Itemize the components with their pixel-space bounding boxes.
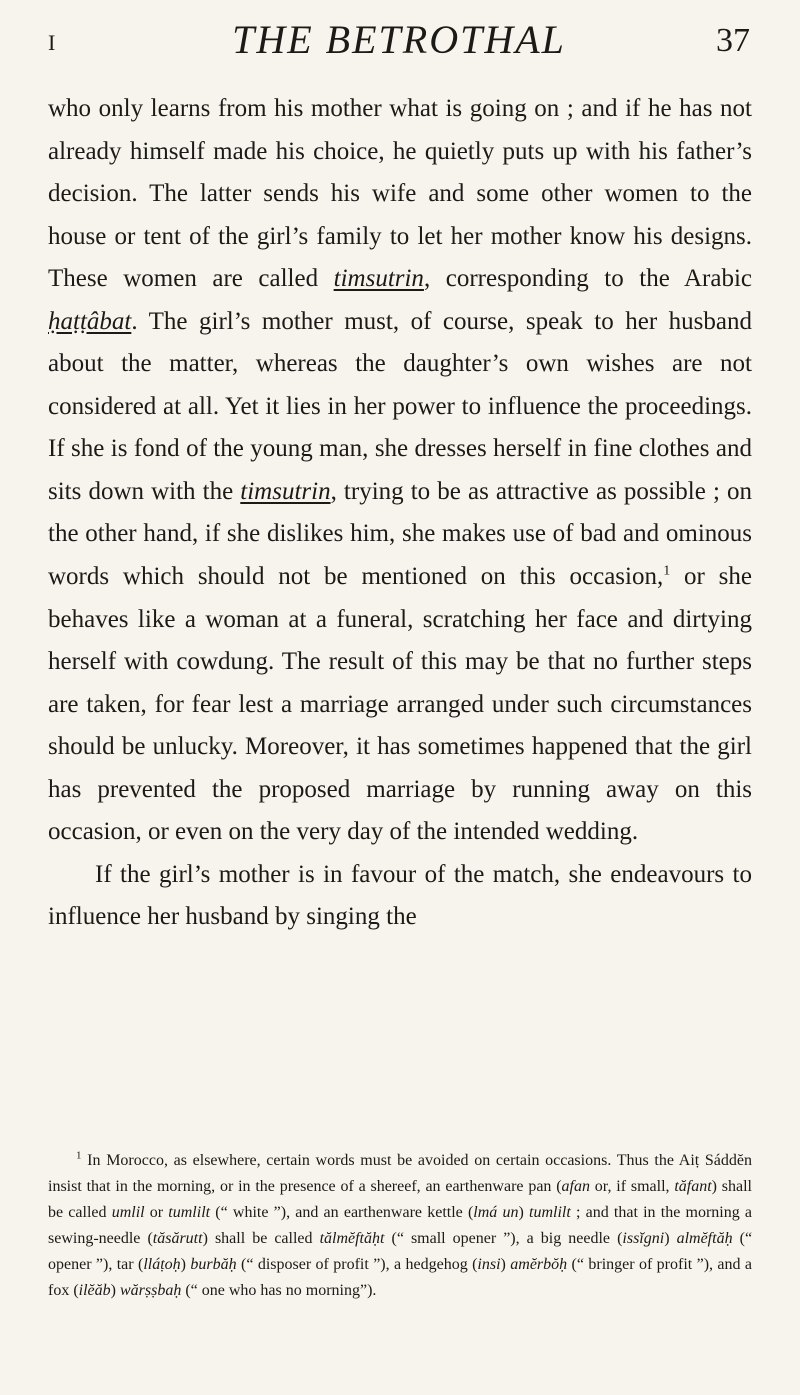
berber-word: almĕftăḥ [676,1230,733,1247]
berber-word: umlil [111,1204,145,1221]
text-run: In Morocco, as elsewhere, certain words must be avoided on certain occasions. Thus the Aiṭ Sáddĕn insist that in the morning, or in the presence of a shereef, an earthenware pan ( [48,1152,752,1195]
berber-word: burbăḥ [190,1256,237,1273]
running-title: THE BETROTHAL [232,17,566,62]
berber-word: amĕrbŏḥ [510,1256,568,1273]
text-run: ) [664,1230,677,1247]
text-run: (“ opener ”), tar ( [48,1230,753,1273]
text-run: ; and that in the morning a sewing-needle ( [48,1204,753,1247]
berber-word: issĭgni [622,1230,665,1247]
text-run: (“ one who has no morning”). [181,1282,377,1299]
text-run: ) [110,1282,120,1299]
text-run: ) [518,1204,530,1221]
term-hattabat: ḥaṭṭâbat [48,307,132,335]
footnote-reference[interactable]: 1 [663,563,671,579]
berber-word: afan [561,1178,590,1195]
berber-word: lláṭoḥ [143,1256,181,1273]
text-run: or, if small, [590,1178,675,1195]
berber-word: tumlilt [529,1204,571,1221]
footnote-area [48,1148,752,1304]
text-run: , corresponding to the Arabic [423,265,752,293]
text-run: ) [500,1256,511,1273]
page-number: 37 [716,22,750,59]
berber-word: tăsărutt [152,1230,203,1247]
berber-word: ilĕăb [78,1282,111,1299]
text-run: . The girl’s mother must, of course, speak to her husband about the matter, whereas the daughter’s own wishes are not considered at all. Yet it lies in her power to influence the proceedings. If she is fond of the young man, she dresses herself in fine clothes and sits down with the [48,307,752,505]
berber-word: tălmĕftăḥt [319,1230,385,1247]
text-run: (“ white ”), and an earthenware kettle ( [210,1204,474,1221]
text-run: (“ bringer of profit ”), and a fox ( [48,1256,753,1299]
berber-word: insi [477,1256,501,1273]
text-run: ) [180,1256,191,1273]
footnote-marker: 1 [76,1149,82,1162]
main-text [48,88,752,939]
text-run: or she behaves like a woman at a funeral, scratching her face and dirtying herself with cowdung. The result of this may be that no further steps are taken, for fear lest a marriage arranged under such circumstances should be unlucky. Moreover, it has sometimes happened that the girl has prevented the proposed marriage by running away on this occasion, or even on the very day of the intended wedding. [48,563,752,846]
berber-word: tăfant [674,1178,712,1195]
text-run: (“ small opener ”), a big needle ( [384,1230,623,1247]
text-run: ) shall be called [48,1178,752,1221]
berber-word: tumlilt [168,1204,211,1221]
berber-word: wărṣṣbaḥ [119,1282,182,1299]
term-timsutrin: timsutrin [333,265,424,293]
text-run: or [144,1204,169,1221]
text-run: who only learns from his mother what is going on ; and if he has not already himself made his choice, he quietly puts up with his father’s decision. The latter sends his wife and some other women to the house or tent of the girl’s family to let her mother know his designs. These women are called [48,95,752,293]
text-run: , trying to be as attractive as possible ; on the other hand, if she dislikes him, she makes use of bad and ominous words which should not be mentioned on this occasion, [48,477,752,591]
paragraph-2: If the girl’s mother is in favour of the match, she endeavours to influence her husband by singing the [48,860,752,931]
chapter-number: I [48,30,57,55]
berber-word: lmá un [473,1204,519,1221]
paragraph-1 [48,88,752,854]
text-run: ) shall be called [202,1230,320,1247]
footnote-1 [48,1148,752,1304]
running-header [48,10,750,70]
text-run: (“ disposer of profit ”), a hedgehog ( [236,1256,478,1273]
term-timsutrin: timsutrin [240,477,331,505]
